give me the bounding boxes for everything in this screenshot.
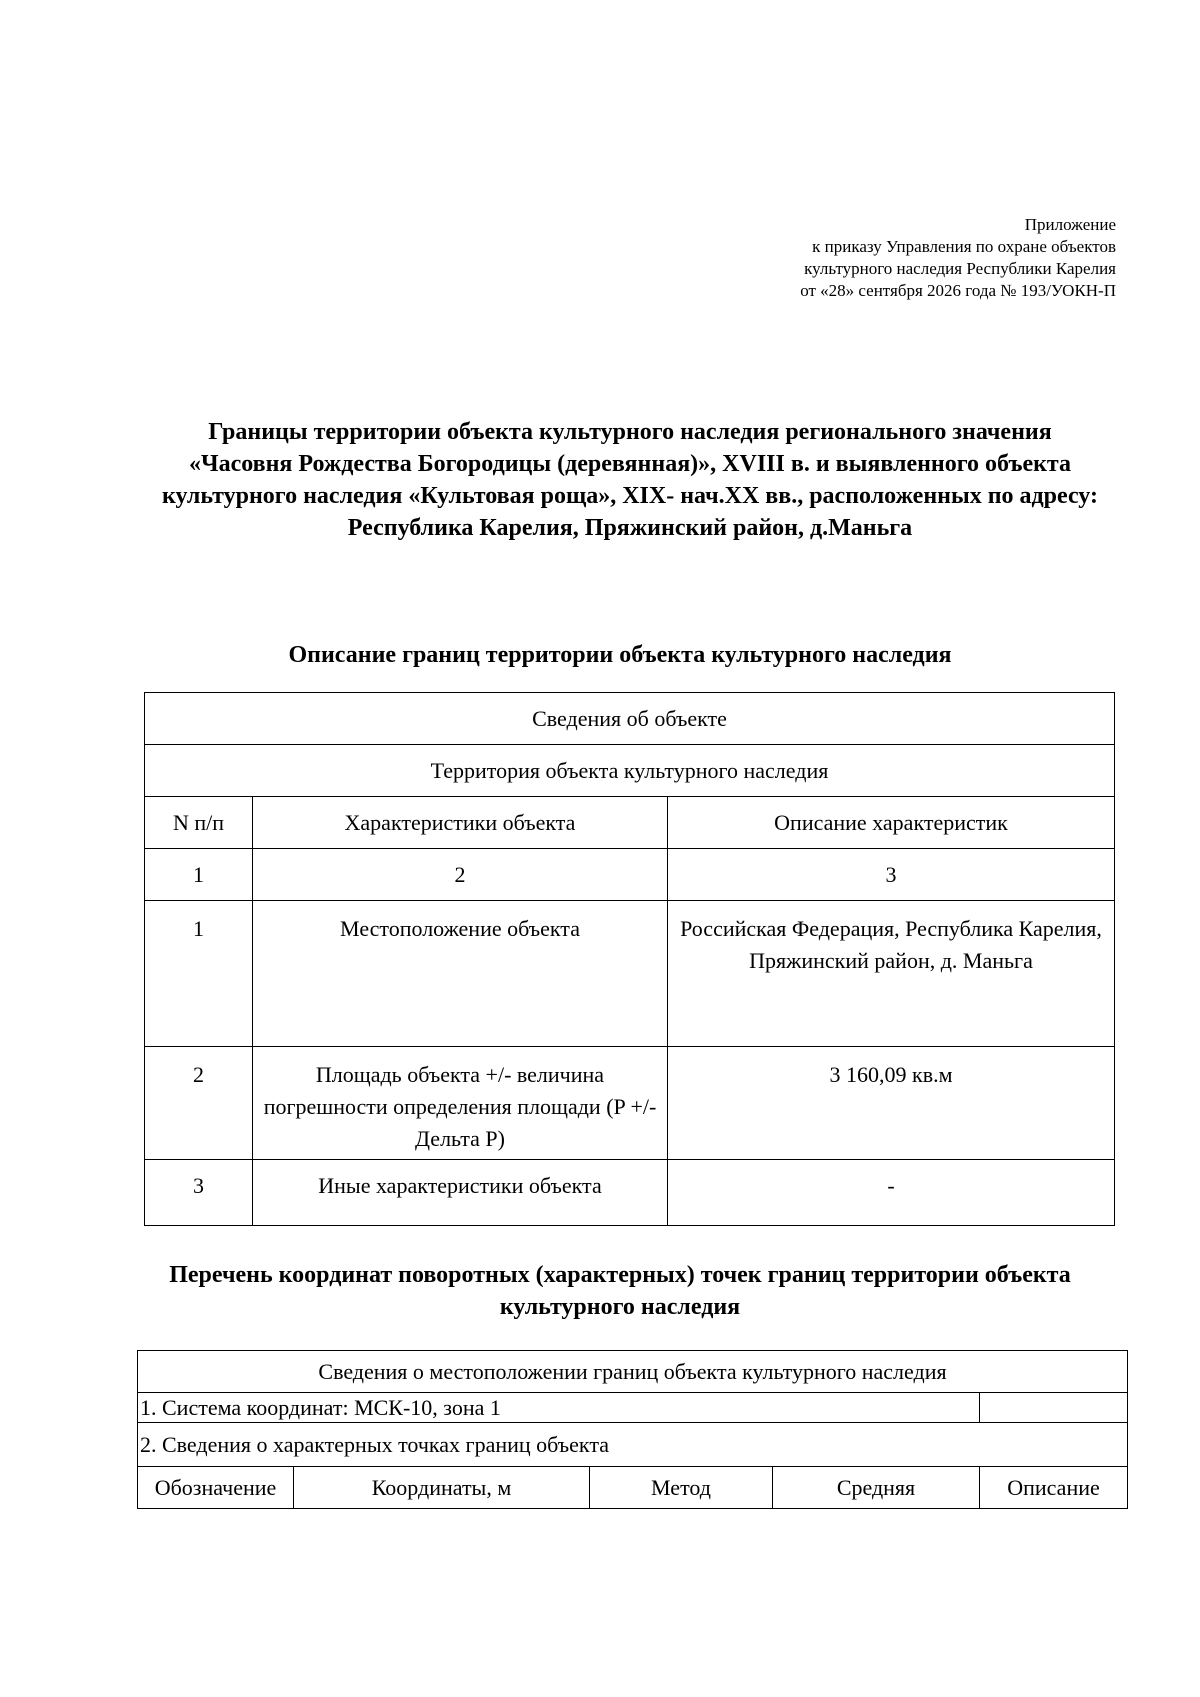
coordinates-table-header: Сведения о местоположении границ объекта культурного наследия: [138, 1351, 1128, 1393]
appendix-line: Приложение: [1024, 215, 1116, 234]
row-characteristic: Площадь объекта +/- величина погрешности определения площади (P +/- Дельта P): [253, 1047, 668, 1160]
row-description: -: [668, 1160, 1115, 1226]
table-row: [145, 1160, 1115, 1226]
coordinate-system-value: [980, 1393, 1128, 1423]
coordinate-system: 1. Система координат: МСК-10, зона 1: [138, 1393, 980, 1423]
appendix-line: от «28» сентября 2026 года № 193/УОКН-П: [800, 281, 1116, 300]
row-characteristic: Местоположение объекта: [253, 901, 668, 1047]
table-row: [145, 901, 1115, 1047]
column-header: Обозначение: [138, 1467, 294, 1509]
object-description-table: [144, 692, 1115, 1226]
column-number: 2: [253, 849, 668, 901]
row-number: 2: [145, 1047, 253, 1160]
row-characteristic: Иные характеристики объекта: [253, 1160, 668, 1226]
row-description: Российская Федерация, Республика Карелия, Пряжинский район, д. Маньга: [668, 901, 1115, 1047]
section-title-description: Описание границ территории объекта культурного наследия: [288, 642, 952, 668]
table-row: [145, 1047, 1115, 1160]
row-description: 3 160,09 кв.м: [668, 1047, 1115, 1160]
column-header: Описание характеристик: [668, 797, 1115, 849]
table-subheader: Территория объекта культурного наследия: [145, 745, 1115, 797]
appendix-line: культурного наследия Республики Карелия: [804, 259, 1116, 278]
column-header: Описание: [980, 1467, 1128, 1509]
document-title: Границы территории объекта культурного наследия регионального значения «Часовня Рождества Богородицы (деревянная)», XVIII в. и выявленного объекта культурного наследия «Культовая роща», XIX- нач.XX вв., расположенных по адресу: Республика Карелия, Пряжинский район, д.Маньга: [162, 419, 1098, 541]
row-number: 3: [145, 1160, 253, 1226]
column-header: Характеристики объекта: [253, 797, 668, 849]
column-header: N п/п: [145, 797, 253, 849]
column-header: Средняя: [773, 1467, 980, 1509]
column-header: Координаты, м: [294, 1467, 590, 1509]
row-number: 1: [145, 901, 253, 1047]
column-number: 1: [145, 849, 253, 901]
column-header: Метод: [590, 1467, 773, 1509]
table-header: Сведения об объекте: [145, 693, 1115, 745]
appendix-line: к приказу Управления по охране объектов: [812, 237, 1116, 256]
appendix-block: [800, 214, 1116, 302]
points-info: 2. Сведения о характерных точках границ объекта: [138, 1423, 1128, 1467]
column-number: 3: [668, 849, 1115, 901]
coordinates-table: [137, 1350, 1128, 1509]
section-title-coordinates: Перечень координат поворотных (характерных) точек границ территории объекта культурного наследия: [169, 1262, 1071, 1320]
